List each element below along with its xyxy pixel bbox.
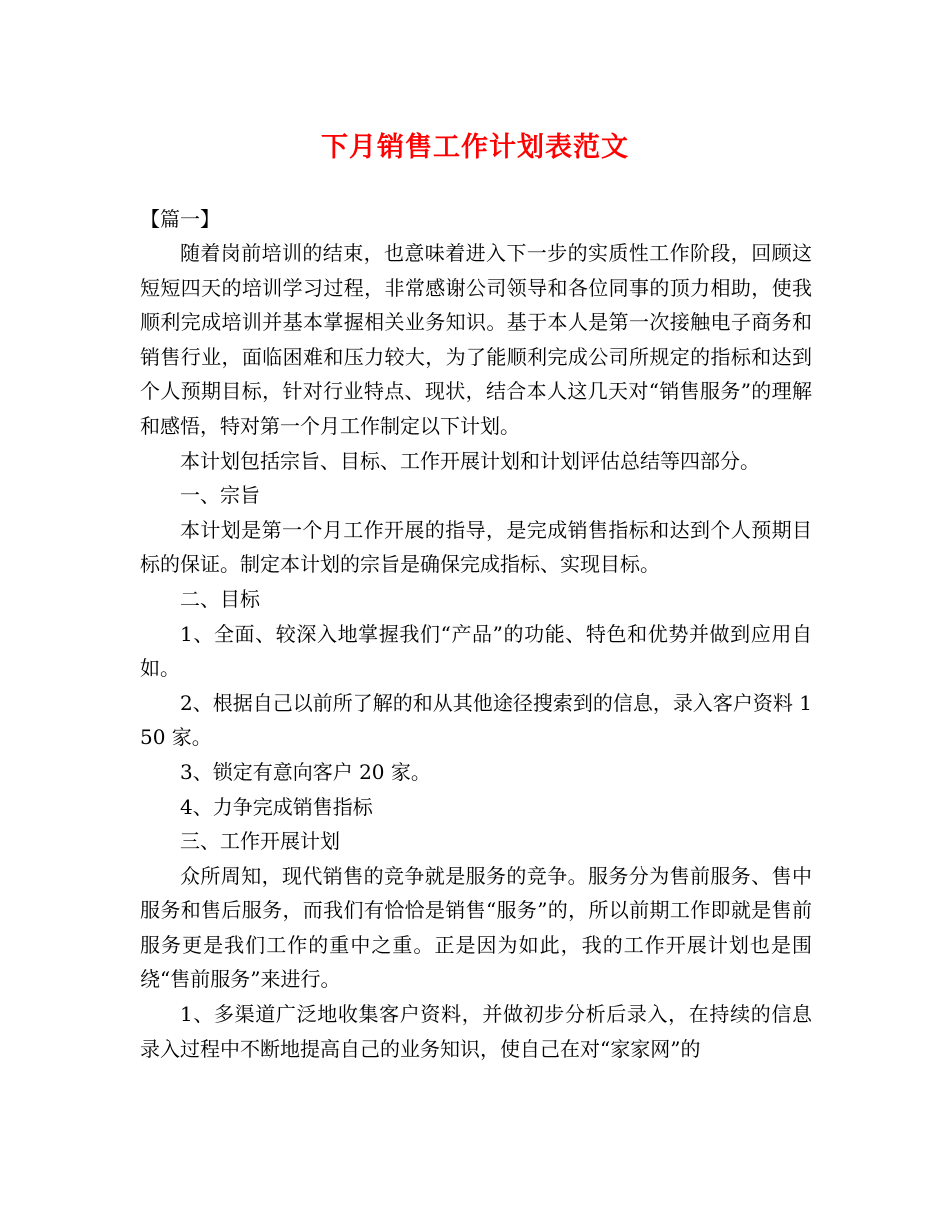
paragraph-service: 众所周知，现代销售的竞争就是服务的竞争。服务分为售前服务、售中服务和售后服务，而我们有恰恰是销售“服务”的，所以前期工作即就是售前服务更是我们工作的重中之重。正是因为如此，我的工作开展计划也是围绕“售前服务”来进行。 (140, 863, 812, 992)
document-body (140, 236, 812, 1066)
document-title: 下月销售工作计划表范文 (321, 132, 629, 163)
paragraph-intro: 随着岗前培训的结束，也意味着进入下一步的实质性工作阶段，回顾这短短四天的培训学习过程，非常感谢公司领导和各位同事的顶力相助，使我顺利完成培训并基本掌握相关业务知识。基于本人是第一次接触电子商务和销售行业，面临困难和压力较大，为了能顺利完成公司所规定的指标和达到个人预期目标，针对行业特点、现状，结合本人这几天对“销售服务”的理解和感悟，特对第一个月工作制定以下计划。 (140, 241, 812, 438)
goal-item-1: 1、全面、较深入地掌握我们“产品”的功能、特色和优势并做到应用自如。 (140, 621, 812, 681)
section-label: 【篇一】 (140, 207, 220, 231)
goal-item-2: 2、根据自己以前所了解的和从其他途径搜索到的信息，录入客户资料 150 家。 (140, 690, 812, 750)
goal-item-4: 4、力争完成销售指标 (180, 794, 373, 819)
heading-goals: 二、目标 (180, 586, 260, 611)
paragraph-purpose: 本计划是第一个月工作开展的指导，是完成销售指标和达到个人预期目标的保证。制定本计划的宗旨是确保完成指标、实现目标。 (140, 517, 812, 577)
heading-work-plan: 三、工作开展计划 (180, 829, 340, 854)
paragraph-plan-scope: 本计划包括宗旨、目标、工作开展计划和计划评估总结等四部分。 (180, 448, 760, 473)
plan-item-1: 1、多渠道广泛地收集客户资料，并做初步分析后录入，在持续的信息录入过程中不断地提高自己的业务知识，使自己在对“家家网”的 (140, 1002, 812, 1061)
heading-purpose: 一、宗旨 (180, 483, 260, 508)
goal-item-3: 3、锁定有意向客户 20 家。 (180, 759, 431, 784)
